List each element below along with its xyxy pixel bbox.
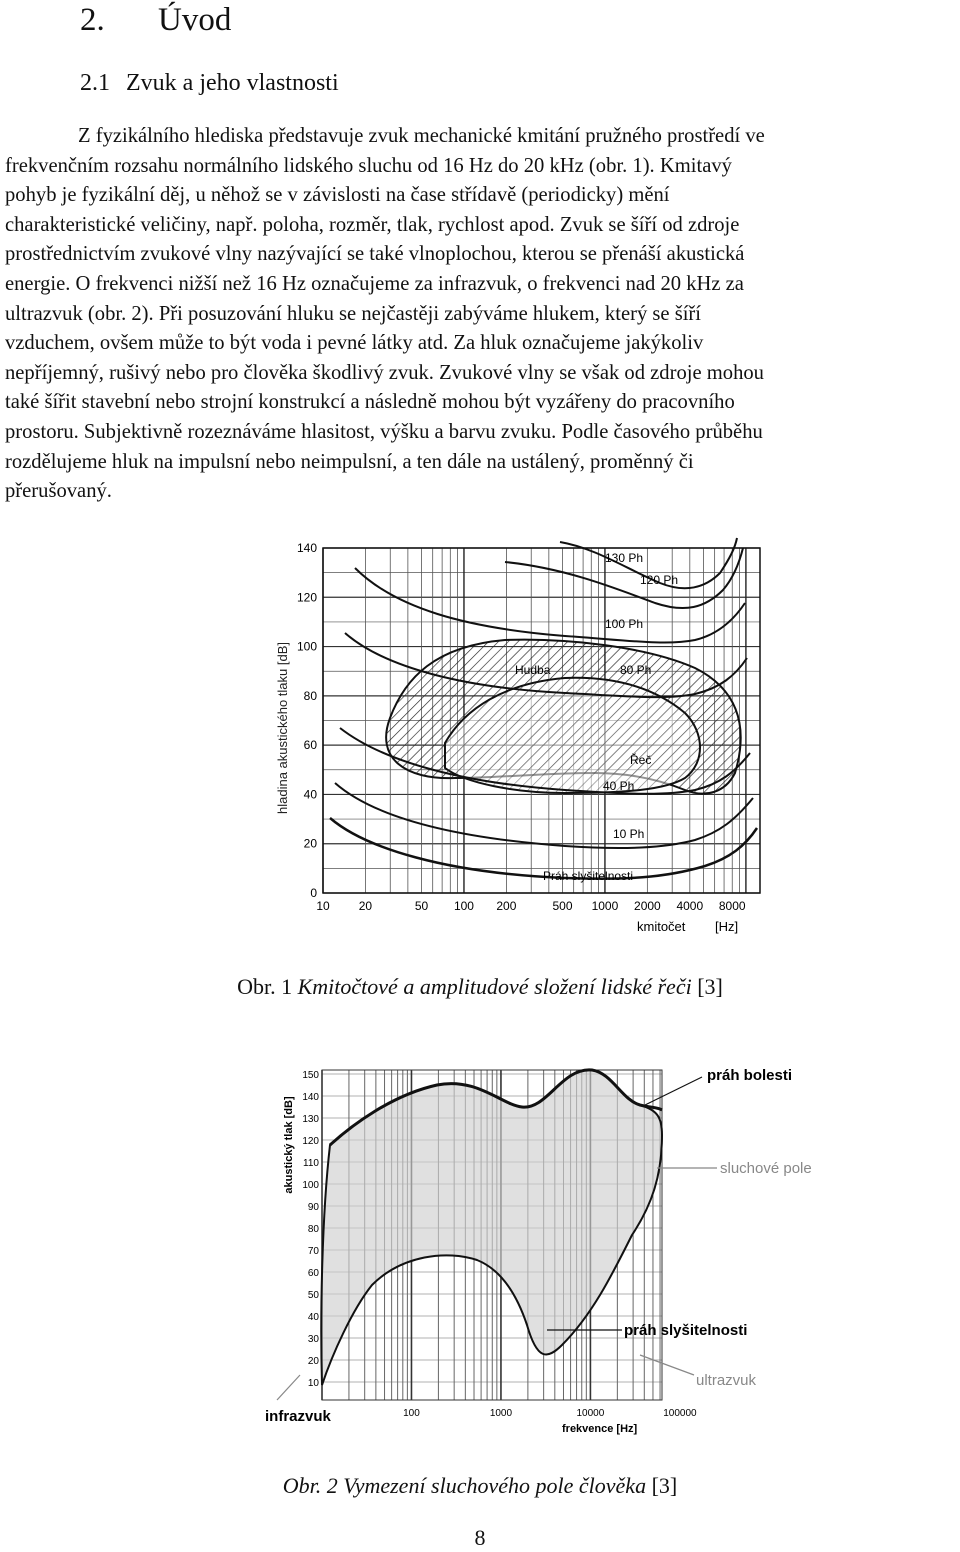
fig2-y-tick: 50	[307, 1290, 319, 1301]
fig2-y-tick: 90	[307, 1202, 319, 1213]
paragraph-line: nepříjemný, rušivý nebo pro člověka škodlivý zvuk. Zvukové vlny se však od zdroje mohou	[5, 361, 764, 384]
paragraph-line: také šířit stavební nebo strojní konstrukcí a následně mohou být vyzářeny do pracovního	[5, 391, 735, 414]
label-ultrasound: ultrazvuk	[696, 1372, 757, 1389]
paragraph-line: prostřednictvím zvukové vlny nazývající se také vlnoplochou, kterou se přenáší akustická	[5, 243, 745, 266]
section-title: Zvuk a jeho vlastnosti	[126, 70, 339, 96]
paragraph-line: Z fyzikálního hlediska představuje zvuk mechanické kmitání pružného prostředí ve	[78, 125, 765, 147]
label-80ph: 80 Ph	[620, 663, 652, 677]
label-infrasound: infrazvuk	[265, 1408, 331, 1425]
fig1-x-tick: 4000	[676, 899, 704, 913]
fig2-y-tick: 30	[307, 1334, 319, 1345]
fig1-ylabel: hladina akustického tlaku [dB]	[275, 642, 290, 814]
fig1-x-tick: 8000	[718, 899, 746, 913]
fig2-y-tick: 130	[302, 1114, 319, 1125]
body-paragraph	[5, 122, 955, 507]
paragraph-line: frekvenčním rozsahu normálního lidského sluchu od 16 Hz do 20 kHz (obr. 1). Kmitavý	[5, 154, 732, 177]
section-number: 2.1	[80, 70, 110, 96]
paragraph-line: vzduchem, ovšem může to být voda i pevné látky atd. Za hluk označujeme jakýkoliv	[5, 332, 704, 355]
paragraph-line: prostoru. Subjektivně rozeznáváme hlasitost, výšku a barvu zvuku. Podle časového průběhu	[5, 420, 763, 443]
curve-100ph	[355, 568, 745, 643]
figure-2-hearing-field-chart	[262, 1055, 812, 1445]
section-heading	[80, 70, 339, 97]
fig2-y-tick: 110	[303, 1158, 319, 1169]
paragraph-line: ultrazvuk (obr. 2). Při posuzování hluku se nejčastěji zabýváme hlukem, který se šíří	[5, 302, 702, 325]
caption-1-text: Kmitočtové a amplitudové složení lidské řeči	[297, 974, 692, 999]
label-130ph: 130 Ph	[605, 551, 644, 565]
chapter-number: 2.	[80, 2, 105, 38]
fig2-y-tick: 140	[302, 1092, 319, 1103]
fig1-y-tick: 40	[303, 787, 317, 802]
caption-1-ref: [3]	[697, 974, 723, 999]
fig1-y-tick: 120	[296, 590, 317, 605]
caption-2-text: Vymezení sluchového pole člověka	[343, 1473, 647, 1498]
fig2-y-tick: 60	[307, 1268, 319, 1279]
fig1-x-tick: 100	[453, 899, 474, 913]
fig1-x-tick: 20	[358, 899, 373, 913]
chapter-title: Úvod	[158, 2, 232, 38]
fig2-y-ticks	[302, 1070, 319, 1389]
fig1-xunit: [Hz]	[715, 919, 739, 934]
fig1-xlabel: kmitočet	[637, 919, 686, 934]
label-hudba: Hudba	[515, 663, 551, 677]
fig1-x-tick: 200	[496, 899, 517, 913]
caption-1-number: 1	[281, 974, 293, 999]
paragraph-line: charakteristické veličiny, např. poloha, rozměr, tlak, rychlost apod. Zvuk se šíří od zdroje	[5, 213, 740, 236]
page-number: 8	[474, 1525, 486, 1550]
fig2-y-tick: 80	[307, 1224, 319, 1235]
label-10ph: 10 Ph	[613, 827, 645, 841]
paragraph-line: energie. O frekvenci nižší než 16 Hz označujeme za infrazvuk, o frekvenci nad 20 kHz za	[5, 272, 744, 295]
fig1-x-tick: 50	[414, 899, 429, 913]
fig1-y-ticks	[297, 541, 317, 900]
fig2-x-tick: 100000	[663, 1408, 697, 1419]
fig2-y-tick: 150	[302, 1070, 319, 1081]
fig2-x-tick: 100	[403, 1408, 420, 1419]
fig2-y-tick: 20	[307, 1356, 319, 1367]
fig2-y-tick: 70	[307, 1246, 319, 1257]
caption-1-prefix: Obr.	[237, 974, 276, 999]
figure-1-equal-loudness-chart	[265, 528, 785, 948]
label-rec: Řeč	[630, 753, 652, 767]
fig1-y-tick: 80	[303, 688, 317, 703]
figure-2-caption	[0, 1473, 960, 1499]
fig1-y-tick: 140	[296, 541, 317, 555]
fig2-ylabel: akustický tlak [dB]	[283, 1096, 295, 1194]
paragraph-line: rozdělujeme hluk na impulsní nebo neimpulsní, a ten dále na ustálený, proměnný či	[5, 450, 694, 473]
paragraph-line: pohyb je fyzikální děj, u něhož se v závislosti na čase střídavě (periodicky) mění	[5, 184, 670, 207]
fig1-x-tick: 1000	[591, 899, 619, 913]
label-pain-threshold: práh bolesti	[707, 1067, 793, 1084]
fig2-x-ticks	[403, 1408, 697, 1419]
label-100ph: 100 Ph	[605, 617, 644, 631]
fig1-x-ticks	[316, 899, 746, 913]
fig1-y-tick: 60	[303, 738, 317, 753]
fig2-y-tick: 10	[307, 1378, 319, 1389]
label-hearing-threshold: práh slyšitelnosti	[624, 1322, 748, 1339]
fig1-y-tick: 20	[303, 836, 317, 851]
fig2-x-tick: 10000	[576, 1408, 605, 1419]
fig2-y-tick: 40	[307, 1312, 319, 1323]
figure-1-caption	[0, 974, 960, 1000]
fig2-xlabel: frekvence [Hz]	[562, 1423, 638, 1435]
caption-2-prefix: Obr. 2	[282, 1473, 338, 1498]
label-threshold: Práh slyšitelnosti	[543, 869, 634, 883]
fig2-x-tick: 1000	[489, 1408, 513, 1419]
fig2-y-tick: 100	[302, 1180, 319, 1191]
fig1-x-tick: 2000	[634, 899, 661, 913]
fig1-y-tick: 0	[310, 886, 317, 900]
chapter-heading	[80, 2, 231, 39]
label-120ph: 120 Ph	[640, 573, 679, 587]
fig1-x-tick: 10	[316, 899, 330, 913]
label-40ph: 40 Ph	[603, 779, 635, 793]
fig1-y-tick: 100	[296, 639, 317, 654]
fig1-x-tick: 500	[552, 899, 573, 913]
fig2-y-tick: 120	[302, 1136, 319, 1147]
caption-2-ref: [3]	[651, 1473, 678, 1498]
label-hearing-field: sluchové pole	[720, 1160, 812, 1177]
paragraph-line: přerušovaný.	[5, 480, 112, 503]
